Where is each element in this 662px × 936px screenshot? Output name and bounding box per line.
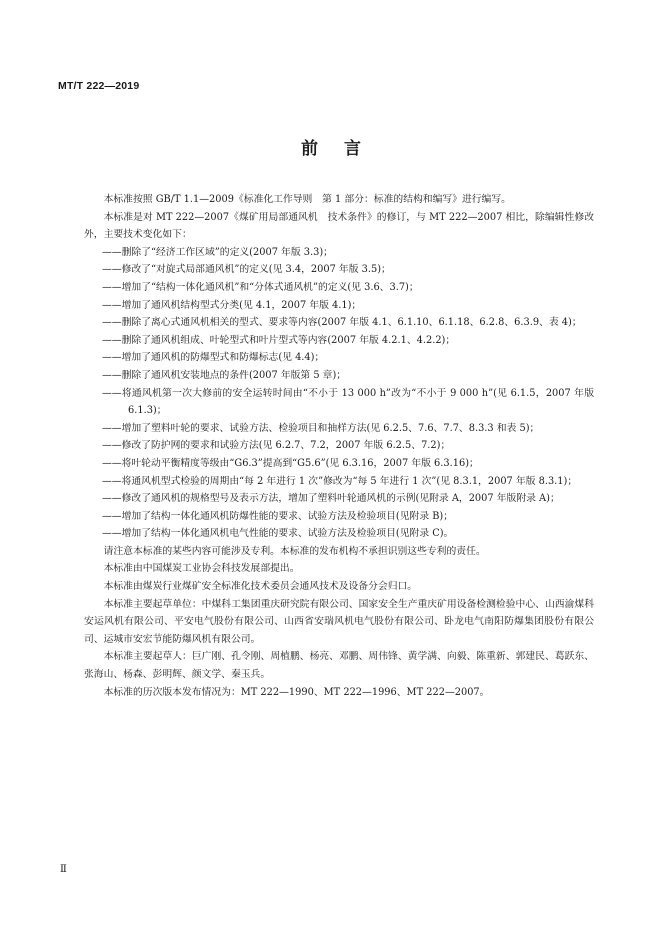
change-item: ——增加了通风机的防爆型式和防爆标志(见 4.4)； [102,352,325,364]
change-item: ——修改了通风机的规格型号及表示方法，增加了塑料叶轮通风机的示例(见附录 A，2007 年版附录 A)； [102,493,560,505]
page-number: Ⅱ [60,864,67,875]
change-item: ——删除了通风机组成、叶轮型式和叶片型式等内容(2007 年版 4.2.1、4.2.2)； [102,334,456,346]
change-item: ——增加了“结构一体化通风机”和“分体式通风机”的定义(见 3.6、3.7)； [102,281,419,293]
change-item: ——增加了结构一体化通风机电气性能的要求、试验方法及检验项目(见附录 C)。 [102,528,454,540]
closing-paragraph: 请注意本标准的某些内容可能涉及专利。本标准的发布机构不承担识别这些专利的责任。 [103,545,486,557]
closing-paragraph: 本标准的历次版本发布情况为：MT 222—1990、MT 222—1996、MT 222—2007。 [103,686,490,698]
change-item: ——修改了“对旋式局部通风机”的定义(见 3.4，2007 年版 3.5)； [102,264,391,276]
change-item: ——增加了塑料叶轮的要求、试验方法、检验项目和抽样方法(见 6.2.5、7.6、7.7、8.3.3 和表 5)； [102,422,540,434]
closing-paragraph: 本标准由中国煤炭工业协会科技发展部提出。 [103,563,300,575]
change-item: ——将通风机型式检验的周期由“每 2 年进行 1 次”修改为“每 5 年进行 1 次”(见 8.3.1，2007 年版 8.3.1)； [102,475,578,487]
change-item: ——将叶轮动平衡精度等级由“G6.3”提高到“G5.6”(见 6.3.16，2007 年版 6.3.16)； [102,457,479,469]
closing-paragraph: 本标准主要起草单位：中煤科工集团重庆研究院有限公司、国家安全生产重庆矿用设备检测检验中心、山西渝煤科安运风机有限公司、平安电气股份有限公司、山西省安瑞风机电气股份有限公司、卧龙电气南阳防爆集团股份有限公司、运城市安宏节能防爆风机有限公司。 [84,598,594,645]
change-item: ——将通风机第一次大修前的安全运转时间由“不小于 13 000 h”改为“不小于 9 000 h”(见 6.1.5，2007 年版 6.1.3)； [102,387,594,417]
page-title [0,134,662,159]
standard-code: MT/T 222—2019 [58,80,140,92]
change-item: ——删除了“经济工作区域”的定义(2007 年版 3.3)； [102,246,333,258]
change-item: ——修改了防护网的要求和试验方法(见 6.2.7、7.2，2007 年版 6.2.5、7.2)； [102,440,451,452]
title-char-1: 前 [301,139,318,159]
change-item: ——增加了通风机结构型式分类(见 4.1，2007 年版 4.1)； [102,299,362,311]
intro-paragraph: 本标准按照 GB/T 1.1—2009《标准化工作导则 第 1 部分：标准的结构和编写》进行编写。 [103,194,511,205]
intro-paragraph: 本标准是对 MT 222—2007《煤矿用局部通风机 技术条件》的修订，与 MT 222—2007 相比，除编辑性修改外，主要技术变化如下： [84,211,594,241]
change-item: ——删除了离心式通风机相关的型式、要求等内容(2007 年版 4.1、6.1.10、6.1.18、6.2.8、6.3.9、表 4)； [102,317,582,329]
change-item: ——删除了通风机安装地点的条件(2007 年版第 5 章)； [102,369,347,381]
change-item: ——增加了结构一体化通风机防爆性能的要求、试验方法及检验项目(见附录 B)； [102,510,454,522]
foreword-body [84,191,594,701]
title-char-2: 言 [344,139,361,159]
closing-paragraph: 本标准由煤炭行业煤矿安全标准化技术委员会通风技术及设备分会归口。 [103,581,418,593]
closing-paragraph: 本标准主要起草人：巨广刚、孔令刚、周植鹏、杨亮、邓鹏、周伟锋、黄学满、向毅、陈重新、郭建民、葛跃东、张海山、杨森、彭明辉、颜文学、秦玉兵。 [84,651,594,681]
